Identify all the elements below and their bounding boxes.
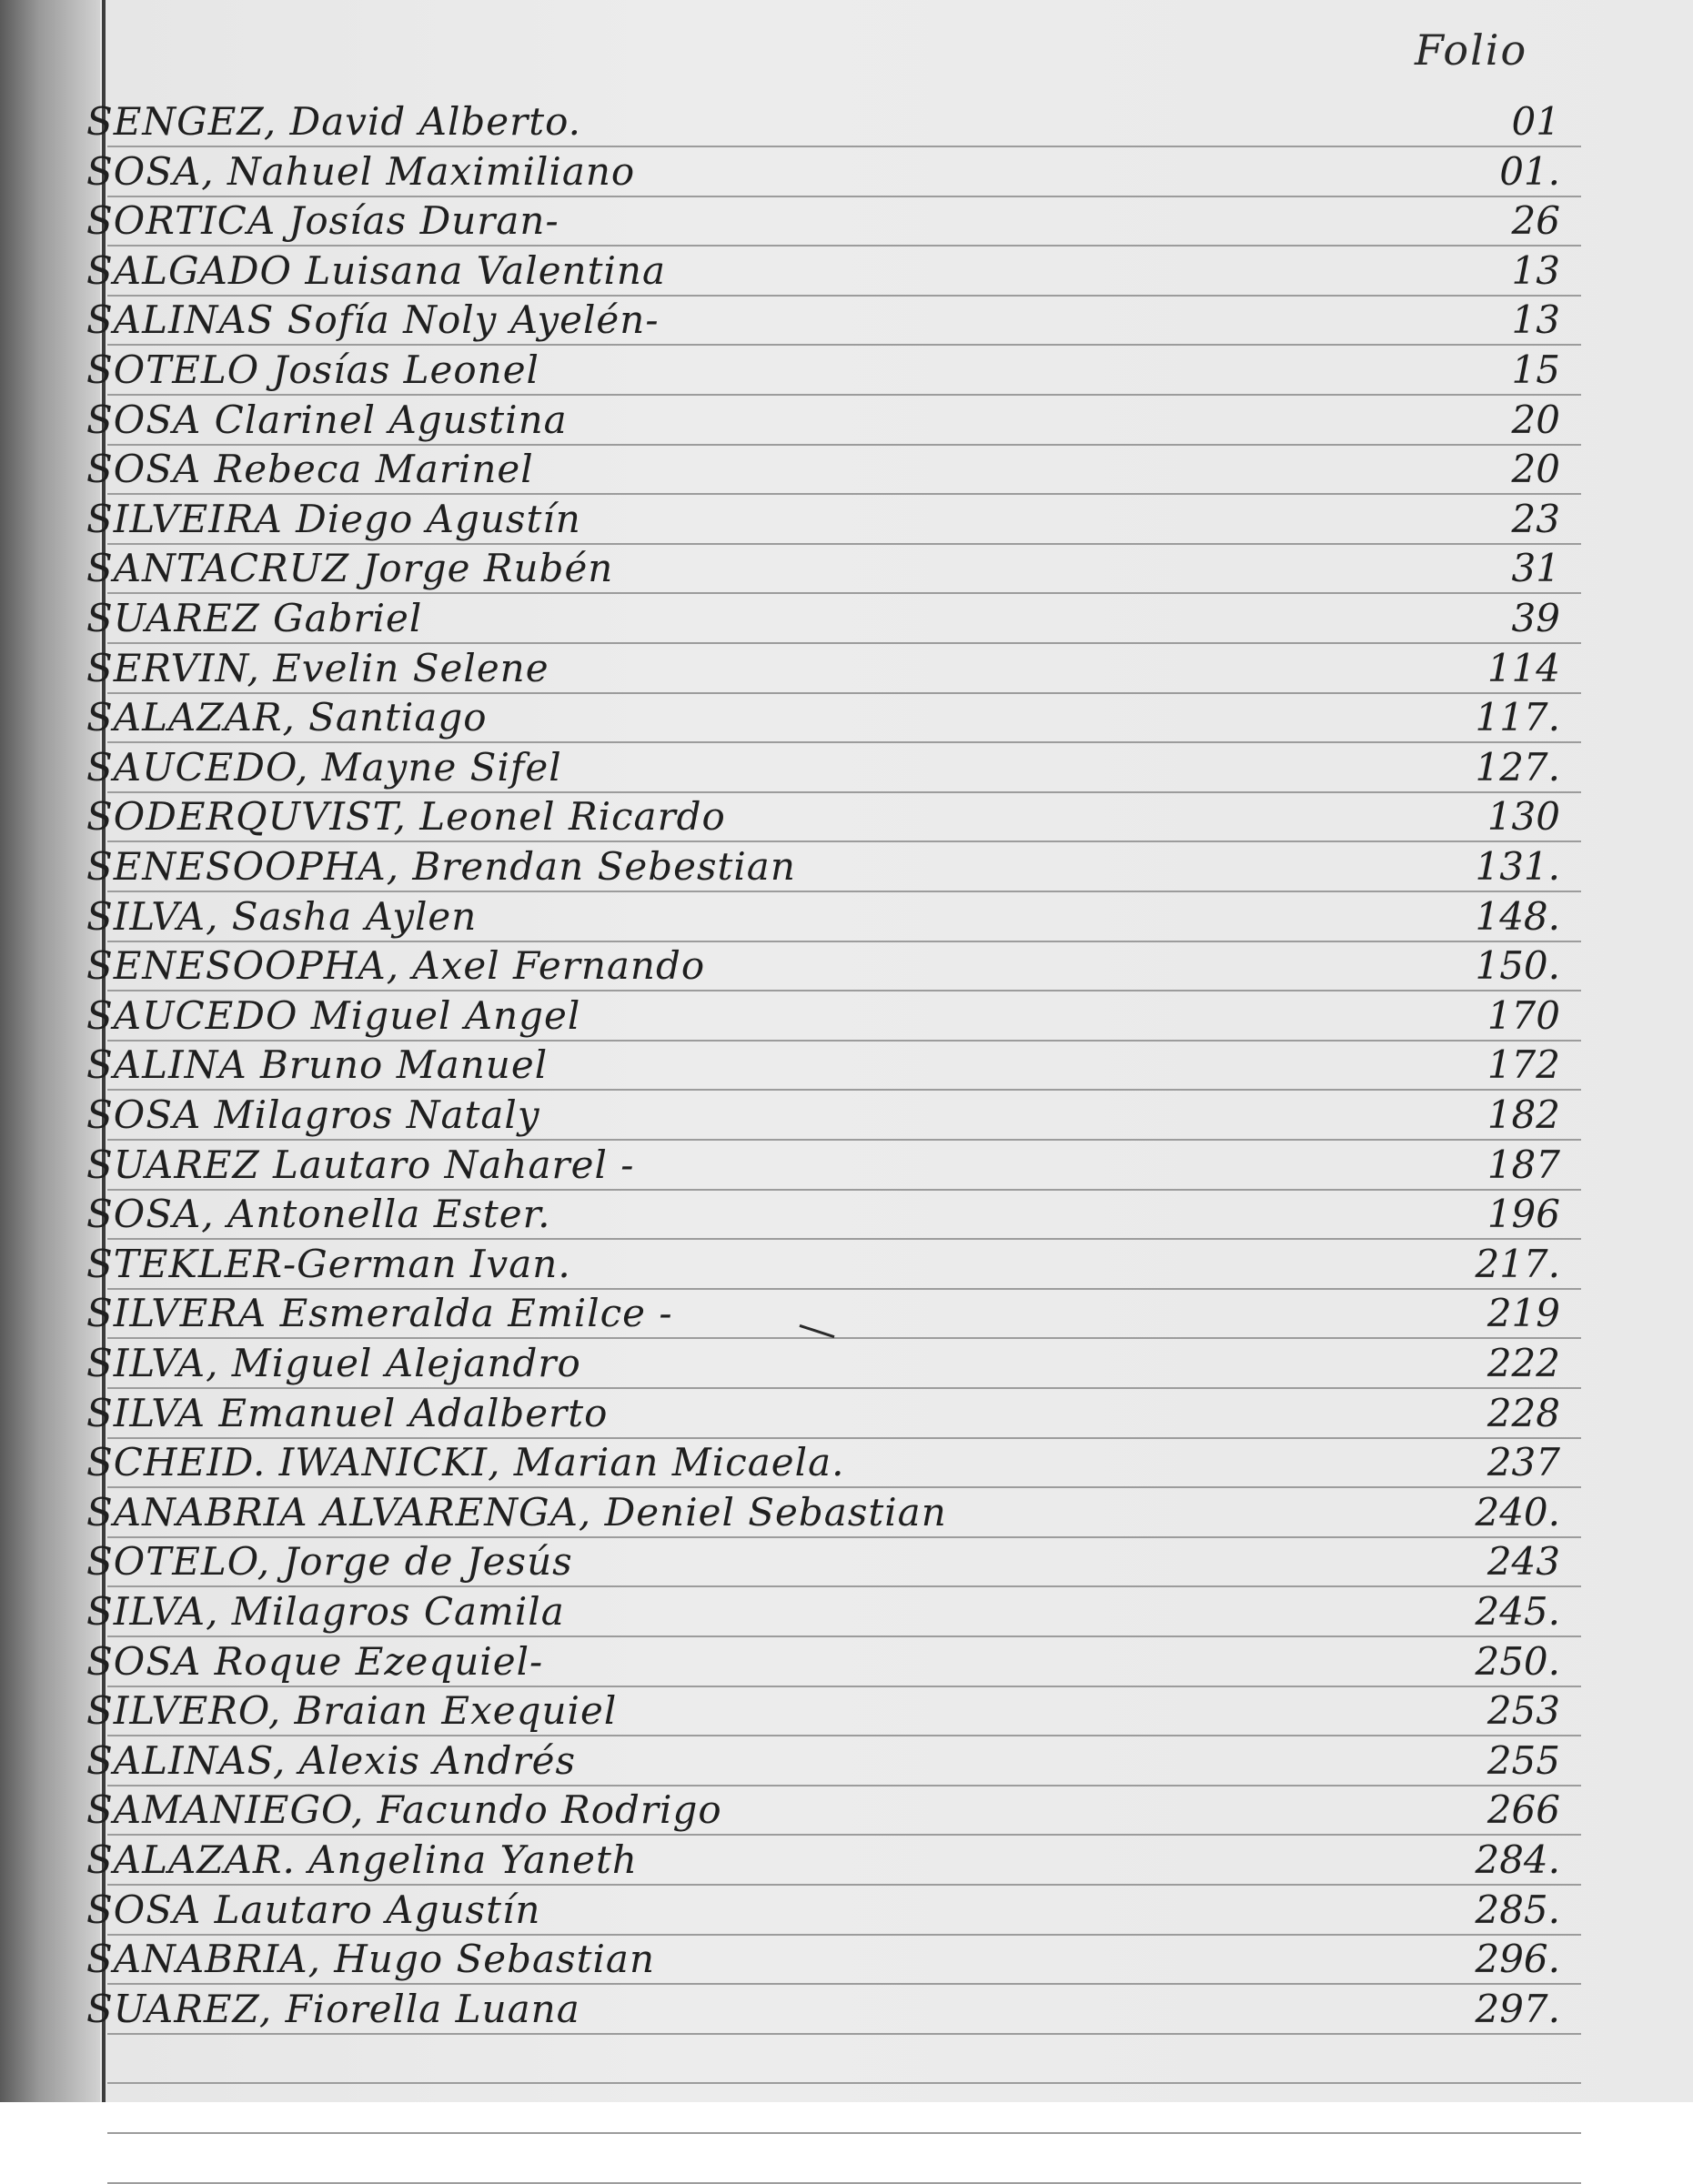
entry-folio: 243 (1486, 1539, 1560, 1585)
list-item (86, 1487, 1587, 1536)
list-item (86, 941, 1587, 990)
entry-name: SOSA, Antonella Ester. (86, 1192, 551, 1237)
entry-folio: 39 (1511, 596, 1560, 640)
entry-name: SAUCEDO Miguel Angel (86, 992, 581, 1038)
list-item (86, 1239, 1587, 1288)
entry-folio: 01. (1499, 148, 1560, 194)
entry-name: SUAREZ Gabriel (86, 596, 423, 640)
entry-folio: 187 (1486, 1142, 1560, 1187)
entry-name: SCHEID. IWANICKI, Marian Micaela. (86, 1440, 845, 1485)
entry-name: STEKLER-German Ivan. (86, 1241, 571, 1286)
list-item (86, 1040, 1587, 1089)
entry-folio: 20 (1511, 397, 1560, 442)
entry-folio: 219 (1486, 1291, 1560, 1336)
list-item (86, 1736, 1587, 1785)
entry-folio: 13 (1511, 247, 1560, 293)
entry-name: SAUCEDO, Mayne Sifel (86, 744, 562, 790)
list-item (86, 1934, 1587, 1983)
entry-name: SILVERA Esmeralda Emilce - (86, 1291, 673, 1336)
entry-name: SALINA Bruno Manuel (86, 1042, 549, 1088)
binding-edge (0, 0, 100, 2102)
ruled-line (107, 2182, 1581, 2184)
entry-name: SILVA, Sasha Aylen (86, 893, 478, 939)
entry-folio: 114 (1486, 645, 1560, 690)
folio-header: Folio (1415, 25, 1528, 75)
list-item (86, 1984, 1587, 2033)
entry-folio: 255 (1486, 1737, 1560, 1783)
entry-folio: 172 (1486, 1042, 1560, 1088)
list-item (86, 196, 1587, 245)
entry-name: SALAZAR, Santiago (86, 695, 488, 740)
list-item (86, 841, 1587, 891)
entry-folio: 127. (1475, 744, 1560, 790)
entry-name: SANABRIA, Hugo Sebastian (86, 1937, 656, 1982)
list-item (86, 1636, 1587, 1686)
entry-folio: 285. (1475, 1887, 1560, 1932)
ruled-line (107, 2033, 1581, 2035)
entry-name: SENESOOPHA, Brendan Sebestian (86, 844, 796, 889)
entry-name: SALGADO Luisana Valentina (86, 247, 666, 293)
entry-name: SOSA Roque Ezequiel- (86, 1638, 544, 1684)
list-item (86, 345, 1587, 394)
entry-folio: 196 (1486, 1192, 1560, 1237)
list-item (86, 1686, 1587, 1735)
entry-name: SOSA Clarinel Agustina (86, 397, 568, 442)
list-item (86, 1388, 1587, 1437)
entry-folio: 237 (1486, 1440, 1560, 1485)
entry-name: SOSA Milagros Nataly (86, 1092, 540, 1137)
list-item (86, 742, 1587, 791)
entry-name: SENESOOPHA, Axel Fernando (86, 943, 706, 989)
entry-name: SILVEIRA Diego Agustín (86, 496, 581, 541)
list-item (86, 1140, 1587, 1189)
entry-folio: 297. (1475, 1986, 1560, 2031)
list-item (86, 643, 1587, 692)
entry-folio: 130 (1486, 794, 1560, 840)
entry-folio: 296. (1475, 1937, 1560, 1982)
entry-folio: 217. (1475, 1241, 1560, 1286)
entry-folio: 20 (1511, 447, 1560, 492)
list-item (86, 543, 1587, 592)
entry-name: SANTACRUZ Jorge Rubén (86, 546, 614, 591)
entry-folio: 240. (1475, 1489, 1560, 1535)
list-item (86, 1785, 1587, 1834)
entry-name: SAMANIEGO, Facundo Rodrigo (86, 1787, 722, 1833)
list-item (86, 1437, 1587, 1486)
entry-folio: 284. (1475, 1837, 1560, 1882)
entry-folio: 228 (1486, 1390, 1560, 1435)
list-item (86, 295, 1587, 344)
entry-folio: 222 (1486, 1341, 1560, 1385)
entry-name: SERVIN, Evelin Selene (86, 645, 549, 690)
list-item (86, 444, 1587, 493)
entry-name: SOSA, Nahuel Maximiliano (86, 148, 636, 194)
entry-folio: 148. (1475, 893, 1560, 939)
list-item (86, 1090, 1587, 1139)
entry-name: SODERQUVIST, Leonel Ricardo (86, 794, 726, 840)
list-item (86, 1885, 1587, 1934)
entry-folio: 31 (1511, 546, 1560, 591)
list-item (86, 1338, 1587, 1387)
list-item (86, 1835, 1587, 1884)
list-item (86, 593, 1587, 642)
entry-name: SOTELO Josías Leonel (86, 347, 539, 392)
entry-name: SALINAS Sofía Noly Ayelén- (86, 297, 660, 343)
list-item (86, 891, 1587, 941)
list-item (86, 96, 1587, 146)
entry-folio: 250. (1475, 1638, 1560, 1684)
entry-name: SUAREZ, Fiorella Luana (86, 1986, 580, 2031)
entry-name: SUAREZ Lautaro Naharel - (86, 1142, 635, 1187)
entry-name: SILVA, Miguel Alejandro (86, 1341, 581, 1385)
entry-folio: 182 (1486, 1092, 1560, 1137)
entry-folio: 266 (1486, 1787, 1560, 1833)
entry-name: SILVA Emanuel Adalberto (86, 1390, 609, 1435)
entry-name: SALINAS, Alexis Andrés (86, 1737, 577, 1783)
entry-folio: 245. (1475, 1589, 1560, 1634)
list-item (86, 494, 1587, 543)
ruled-line (107, 2132, 1581, 2134)
list-item (86, 791, 1587, 840)
list-item (86, 1189, 1587, 1238)
entry-name: SOTELO, Jorge de Jesús (86, 1539, 573, 1585)
entry-folio: 117. (1475, 695, 1560, 740)
entry-name: SOSA Rebeca Marinel (86, 447, 534, 492)
entry-folio: 15 (1511, 347, 1560, 392)
entry-folio: 01 (1511, 99, 1560, 144)
entry-name: SOSA Lautaro Agustín (86, 1887, 541, 1932)
entry-folio: 13 (1511, 297, 1560, 343)
entry-folio: 131. (1475, 844, 1560, 889)
entry-folio: 253 (1486, 1688, 1560, 1734)
list-item (86, 1536, 1587, 1585)
entry-name: SANABRIA ALVARENGA, Deniel Sebastian (86, 1489, 947, 1535)
entry-folio: 150. (1475, 943, 1560, 989)
entry-name: SALAZAR. Angelina Yaneth (86, 1837, 638, 1882)
list-item (86, 246, 1587, 295)
entry-name: SENGEZ, David Alberto. (86, 99, 582, 144)
list-item (86, 1586, 1587, 1635)
list-item (86, 146, 1587, 196)
list-item (86, 991, 1587, 1040)
entry-name: SILVERO, Braian Exequiel (86, 1688, 618, 1734)
list-item (86, 1288, 1587, 1337)
entry-folio: 26 (1511, 198, 1560, 244)
entry-folio: 23 (1511, 496, 1560, 541)
list-item (86, 395, 1587, 444)
ruled-line (107, 2082, 1581, 2084)
entry-name: SORTICA Josías Duran- (86, 198, 559, 244)
list-item (86, 692, 1587, 741)
entry-name: SILVA, Milagros Camila (86, 1589, 565, 1634)
entry-folio: 170 (1486, 992, 1560, 1038)
